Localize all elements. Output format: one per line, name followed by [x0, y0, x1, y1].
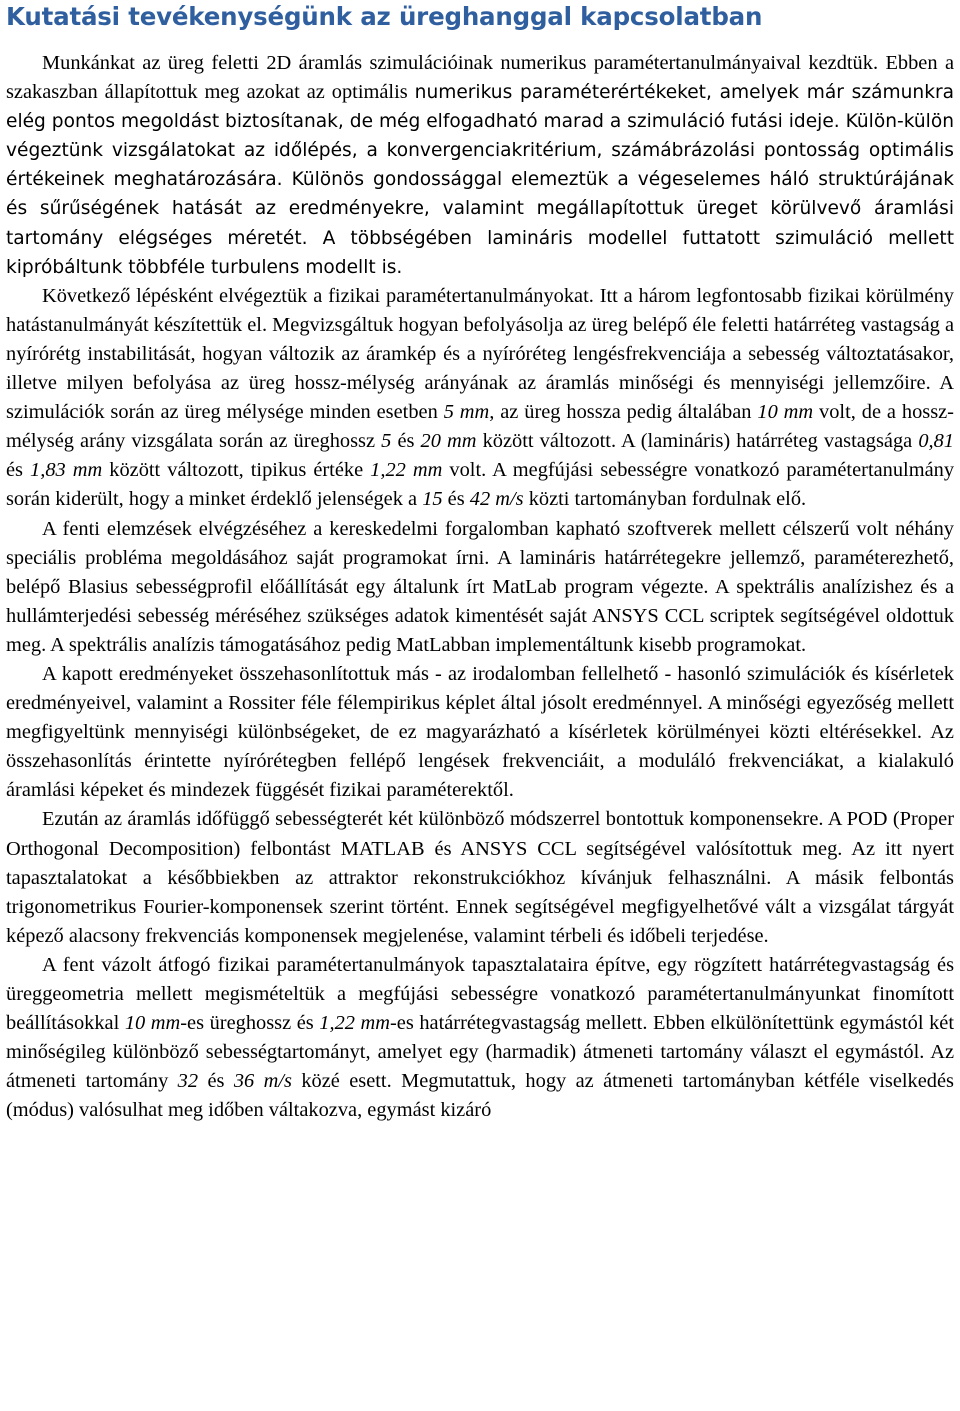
p2-value: 10 mm: [757, 401, 814, 424]
document-page: [0, 2, 960, 1125]
p2-text: volt. A megfújási sebességre vonatkozó paramétertanulmány során kiderült, hogy a minket érdeklő jelenségek a: [6, 459, 955, 511]
p2-value: 42 m/s: [469, 488, 524, 511]
p6-text: közé esett. Megmutattuk, hogy az átmeneti tartományban kétféle viselkedés (módus) valósulhat meg időben váltakozva, egymást kizáró: [6, 1070, 954, 1122]
p2-text: közti tartományban fordulnak elő.: [523, 488, 807, 511]
p6-text: -es üreghossz és: [180, 1012, 320, 1035]
p6-value: 1,22 mm: [319, 1012, 390, 1035]
p2-text: között változott. A (lamináris) határréteg vastagsága: [476, 430, 919, 453]
page-title: Kutatási tevékenységünk az üreghanggal kapcsolatban: [6, 2, 763, 31]
p6-value: 32: [177, 1070, 199, 1093]
paragraph-4: A kapott eredményeket összehasonlítottuk más - az irodalomban fellelhető - hasonló szimulációk és kísérletek eredményeivel, valamint a Rossiter féle félempirikus képlet által jósolt eredménnyel. A minőségi egyezőség mellett megfigyeltünk mennyiségi különbségeket, de ez magyarázható a kísérletek körülményei közti eltérésekkel. Az összehasonlítás érintette nyírórétegben fellépő lengések frekvenciáit, a moduláló frekvenciákat, a kialakuló áramlási képeket és mindezek függését fizikai paraméterektől.: [6, 662, 954, 802]
p6-text: -es határrétegvastagság mellett. Ebben elkülönítettünk egymástól két minőségileg különböző sebességtartományt, amelyet egy (harmadik) átmeneti tartomány választ el egymástól. Az átmeneti tartomány: [6, 1012, 954, 1093]
p2-value: 15: [422, 488, 443, 511]
p2-value: 5 mm,: [443, 401, 495, 424]
p6-value: 10 mm: [124, 1012, 181, 1035]
p2-text: volt, de a hossz-mélység arány vizsgálata során az üreghossz: [6, 401, 954, 453]
p2-text: és: [391, 430, 421, 453]
p2-text: az üreg hossza pedig általában: [494, 401, 758, 424]
p6-text: A fent vázolt átfogó fizikai paramétertanulmányok tapasztalataira építve, egy rögzített határrétegvastagság és üreggeometria mellett megismételtük a megfújási sebességre vonatkozó paramétertanulmányunkat finomított beállításokkal: [6, 953, 954, 1035]
paragraph-3: A fenti elemzések elvégzéséhez a kereskedelmi forgalomban kapható szoftverek mellett célszerű volt néhány speciális probléma megoldásához saját programokat írni. A lamináris határrétegekre jellemző, paraméterezhető, belépő Blasius sebességprofil előállítását egy általunk írt MatLab program végezte. A spektrális analízishez és a hullámterjedési sebesség méréséhez szükséges adatok kimentését saját ANSYS CCL scriptek segítségével oldottuk meg. A spektrális analízis támogatásához pedig MatLabban implementáltunk kisebb programokat.: [6, 517, 954, 656]
p2-text: között változott, tipikus értéke: [102, 459, 371, 482]
p2-text: és: [6, 459, 31, 482]
paragraph-6: [6, 951, 954, 1126]
document-body: [6, 49, 954, 1125]
paragraph-2: [6, 282, 954, 515]
p2-value: 5: [381, 430, 392, 453]
p6-text: és: [198, 1070, 234, 1093]
paragraph-1-serif: Munkánkat az üreg feletti 2D áramlás szimulációinak numerikus paramétertanulmányaival kezdtük. Ebben a szakaszban állapítottuk meg azokat az optimális: [6, 52, 954, 104]
p2-value: 0,81: [918, 430, 954, 453]
p2-value: 20 mm: [420, 430, 477, 453]
p6-value: 36 m/s: [233, 1070, 292, 1093]
p2-text: Következő lépésként elvégeztük a fizikai paramétertanulmányokat. Itt a három legfontosabb fizikai körülmény hatástanulmányát készítettük el. Megvizsgáltuk hogyan befolyásolja az üreg belépő éle feletti határréteg vastagság a nyírórétg instabilitását, hogyan változik az áramkép és a nyíróréteg lengésfrekvenciája a sebesség változtatásakor, illetve milyen befolyása az üreg hossz-mélység arányának az áramlás minőségi és mennyiségi jellemzőire. A szimulációk során az üreg mélysége minden esetben: [6, 284, 954, 424]
paragraph-5: Ezután az áramlás időfüggő sebességterét két különböző módszerrel bontottuk komponensekre. A POD (Proper Orthogonal Decomposition) felbontást MATLAB és ANSYS CCL segítségével valósítottuk meg. Az itt nyert tapasztalatokat a későbbiekben az attraktor rekonstrukciókhoz kívánjuk felhasználni. A másik felbontás trigonometrikus Fourier-komponensek szerint történt. Ennek segítségével megfigyelhetővé vált a vizsgálat tárgyát képező alacsony frekvenciás komponensek megjelenése, valamint térbeli és időbeli terjedése.: [6, 808, 954, 947]
p2-value: 1,83 mm: [30, 459, 103, 482]
p2-value: 1,22 mm: [370, 459, 443, 482]
paragraph-1: [6, 49, 954, 282]
paragraph-1-sans: numerikus paraméterértékeket, amelyek már számunkra elég pontos megoldást biztosítanak, de még elfogadható marad a szimuláció futási ideje. Külön-külön végeztünk vizsgálatokat az időlépés, a konvergenciakritérium, számábrázolási pontosság optimális értékeinek meghatározására. Különös gondossággal elemeztük a végeselemes háló struktúrájának és sűrűségének hatását az eredményekre, valamint megállapítottuk üreget körülvevő áramlási tartomány elégséges méretét. A többségében lamináris modellel futtatott szimuláció mellett kipróbáltunk többféle turbulens modellt is.: [6, 82, 955, 278]
p2-text: és: [442, 488, 470, 511]
